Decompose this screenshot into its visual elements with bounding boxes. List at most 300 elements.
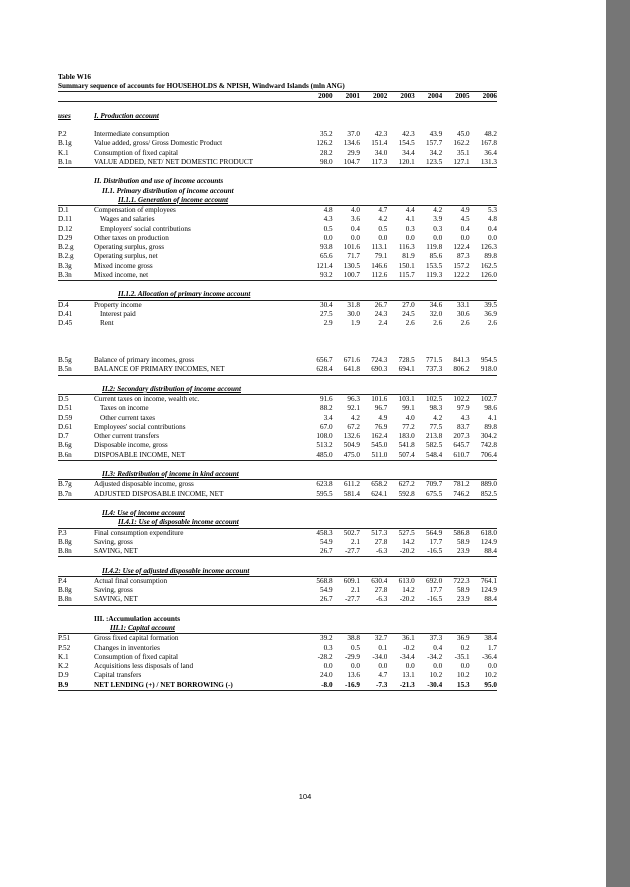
value-cell-2002: 24.3 xyxy=(374,309,388,318)
value-cell-2004: 37.3 xyxy=(429,634,443,643)
value-cell-2001: 38.8 xyxy=(347,634,360,643)
value-cell-2003: 99.1 xyxy=(402,404,415,413)
value-cell-2001: 134.6 xyxy=(343,139,360,148)
value-cell-2004: 153.5 xyxy=(426,261,443,270)
row-code: B.5g xyxy=(58,356,72,364)
value-cell-2001: 4.2 xyxy=(350,413,360,422)
row-code: B.7g xyxy=(58,480,72,489)
row-label: Current taxes on income, wealth etc. xyxy=(94,395,200,403)
spacer-row xyxy=(58,338,497,347)
year-header: 2005 xyxy=(442,92,469,102)
table-row xyxy=(58,310,497,319)
value-cell-2006: 88.4 xyxy=(470,595,497,605)
value-cell-2006: 126.0 xyxy=(470,271,497,281)
value-cell-2001: 29.9 xyxy=(347,148,360,157)
row-code xyxy=(58,196,94,206)
row-label: Disposable income, gross xyxy=(94,441,168,450)
value-cell-2001: 92.1 xyxy=(347,404,360,413)
value-cell-2004: 34.6 xyxy=(429,300,443,309)
value-cell-2006: 1.7 xyxy=(488,643,497,652)
value-cell-2000: -28.2 xyxy=(317,652,333,661)
value-cell-2002: 27.8 xyxy=(374,537,388,546)
row-code: D.5 xyxy=(58,395,69,403)
value-cell-2006: 706.4 xyxy=(470,451,497,461)
value-cell-2004: 43.9 xyxy=(429,130,443,138)
value-cell-2001: 475.0 xyxy=(333,451,360,461)
row-label: SAVING, NET xyxy=(94,547,305,557)
table-row xyxy=(58,414,497,423)
table-body xyxy=(58,92,497,691)
row-code: K.1 xyxy=(58,652,69,661)
table-row xyxy=(58,423,497,432)
value-cell-2000: 108.0 xyxy=(316,432,333,440)
value-cell-2006: 889.0 xyxy=(480,480,497,489)
section-heading-row xyxy=(58,567,497,577)
value-cell-2000: 30.4 xyxy=(319,300,333,309)
value-cell-2003: 34.4 xyxy=(402,148,415,157)
row-code xyxy=(58,518,94,528)
value-cell-2002: 2.4 xyxy=(378,319,388,327)
value-cell-2004: -34.2 xyxy=(427,652,443,661)
row-code: D.7 xyxy=(58,432,69,440)
value-cell-2004: 675.5 xyxy=(415,490,442,500)
value-cell-2001: 4.0 xyxy=(350,206,360,214)
table-row xyxy=(58,490,497,500)
value-cell-2001: 132.6 xyxy=(343,432,360,440)
table-row xyxy=(58,538,497,547)
value-cell-2005: 58.9 xyxy=(457,537,470,546)
value-cell-2006: 89.8 xyxy=(484,422,497,431)
section-heading: III.1: Capital account xyxy=(94,624,497,634)
spacer-cell xyxy=(58,375,497,385)
value-cell-2005: 45.0 xyxy=(457,130,470,138)
table-row xyxy=(58,130,497,139)
value-cell-2003: 115.7 xyxy=(387,271,414,281)
table-row xyxy=(58,528,497,538)
row-label: Balance of primary incomes, gross xyxy=(94,356,195,364)
section-heading: I. Production account xyxy=(94,111,159,120)
value-cell-2005: 35.1 xyxy=(457,148,470,157)
value-cell-2002: 34.0 xyxy=(374,148,388,157)
value-cell-2003: -20.2 xyxy=(387,595,414,605)
row-code: B.8n xyxy=(58,595,94,605)
row-label: Interest paid xyxy=(100,309,136,318)
value-cell-2000: 65.6 xyxy=(319,252,333,261)
value-cell-2000: 623.8 xyxy=(316,480,333,489)
row-code xyxy=(58,624,94,634)
value-cell-2004: 548.4 xyxy=(415,451,442,461)
value-cell-2000: 4.8 xyxy=(323,206,333,214)
row-code: B.9 xyxy=(58,681,94,691)
table-row xyxy=(58,671,497,680)
row-label: Employees' social contributions xyxy=(94,422,186,431)
value-cell-2006: 10.2 xyxy=(484,671,497,680)
value-cell-2002: 76.9 xyxy=(374,422,388,431)
row-code: D.1 xyxy=(58,206,69,214)
row-code xyxy=(58,615,94,624)
row-code: B.8g xyxy=(58,586,72,594)
row-code: D.45 xyxy=(58,319,73,327)
row-label: Compensation of employees xyxy=(94,206,176,214)
row-code: B.1n xyxy=(58,158,94,168)
value-cell-2006: 852.5 xyxy=(470,490,497,500)
table-row xyxy=(58,662,497,671)
value-cell-2003: 694.1 xyxy=(387,365,414,375)
spacer-row xyxy=(58,375,497,385)
value-cell-2003: -20.2 xyxy=(387,547,414,557)
value-cell-2002: 96.7 xyxy=(374,404,388,413)
value-cell-2005: 4.5 xyxy=(460,215,470,224)
table-row xyxy=(58,404,497,413)
value-cell-2006: 304.2 xyxy=(480,432,497,440)
value-cell-2003: 527.5 xyxy=(398,528,415,537)
value-cell-2004: 85.6 xyxy=(429,252,443,261)
row-label: Saving, gross xyxy=(94,586,133,594)
value-cell-2004: 0.0 xyxy=(433,233,443,242)
row-label: DISPOSABLE INCOME, NET xyxy=(94,451,305,461)
value-cell-2005: 23.9 xyxy=(442,595,469,605)
value-cell-2005: 645.7 xyxy=(453,441,470,450)
value-cell-2001: -27.7 xyxy=(333,595,360,605)
row-code: D.12 xyxy=(58,224,73,233)
value-cell-2005: 83.7 xyxy=(457,422,470,431)
value-cell-2005: 33.1 xyxy=(457,300,470,309)
value-cell-2003: -34.4 xyxy=(399,652,415,661)
value-cell-2001: 67.2 xyxy=(347,422,360,431)
value-cell-2000: 126.2 xyxy=(316,139,333,148)
table-row xyxy=(58,215,497,224)
value-cell-2004: 564.9 xyxy=(426,528,443,537)
value-cell-2003: 103.1 xyxy=(398,395,415,403)
value-cell-2001: -16.9 xyxy=(333,681,360,691)
value-cell-2003: 24.5 xyxy=(402,309,415,318)
row-label: Employers' social contributions xyxy=(100,224,191,233)
table-row xyxy=(58,206,497,216)
value-cell-2000: 26.7 xyxy=(305,547,332,557)
table-row xyxy=(58,271,497,281)
value-cell-2006: 89.8 xyxy=(484,252,497,261)
value-cell-2002: 32.7 xyxy=(374,634,388,643)
value-cell-2002: 113.1 xyxy=(371,243,388,251)
row-code: uses xyxy=(58,111,71,120)
value-cell-2006: 162.5 xyxy=(480,261,497,270)
value-cell-2006: 36.9 xyxy=(484,309,497,318)
row-code xyxy=(58,177,94,186)
section-heading-row xyxy=(58,196,497,206)
value-cell-2005: -35.1 xyxy=(454,652,470,661)
row-code: P.51 xyxy=(58,634,71,643)
value-cell-2000: 458.3 xyxy=(316,528,333,537)
value-cell-2005: 157.2 xyxy=(453,261,470,270)
value-cell-2006: 4.1 xyxy=(488,413,497,422)
row-code: B.6n xyxy=(58,451,94,461)
value-cell-2003: 183.0 xyxy=(398,432,415,440)
value-cell-2000: 88.2 xyxy=(319,404,333,413)
spacer-row xyxy=(58,168,497,178)
value-cell-2003: 2.6 xyxy=(405,319,415,327)
value-cell-2006: 742.8 xyxy=(480,441,497,450)
value-cell-2006: 167.8 xyxy=(480,139,497,148)
value-cell-2003: 0.0 xyxy=(405,233,415,242)
value-cell-2000: -8.0 xyxy=(305,681,332,691)
value-cell-2004: 213.8 xyxy=(426,432,443,440)
row-label: Property income xyxy=(94,300,142,309)
value-cell-2002: 545.0 xyxy=(371,441,388,450)
value-cell-2002: 0.0 xyxy=(378,662,388,670)
value-cell-2003: 116.3 xyxy=(398,243,415,251)
row-label: Mixed income gross xyxy=(94,261,153,270)
value-cell-2003: 36.1 xyxy=(402,634,415,643)
value-cell-2004: -16.5 xyxy=(415,595,442,605)
value-cell-2004: 10.2 xyxy=(429,671,443,680)
value-cell-2006: 0.4 xyxy=(488,224,497,233)
value-cell-2000: 3.4 xyxy=(323,413,333,422)
row-label: Saving, gross xyxy=(94,537,133,546)
row-code: K.1 xyxy=(58,148,69,157)
value-cell-2003: -0.2 xyxy=(403,643,415,652)
value-cell-2006: 954.5 xyxy=(480,356,497,364)
value-cell-2001: 1.9 xyxy=(350,319,360,327)
year-header: 2002 xyxy=(360,92,387,102)
value-cell-2005: 0.4 xyxy=(460,224,470,233)
value-cell-2004: 692.0 xyxy=(426,576,443,585)
value-cell-2002: 517.3 xyxy=(371,528,388,537)
section-heading-row xyxy=(58,177,497,186)
value-cell-2004: 2.6 xyxy=(433,319,443,327)
value-cell-2003: 14.2 xyxy=(402,537,415,546)
table-row xyxy=(58,451,497,461)
section-heading-row xyxy=(58,187,497,196)
value-cell-2001: 71.7 xyxy=(347,252,360,261)
row-code: D.61 xyxy=(58,422,73,431)
value-cell-2004: 123.5 xyxy=(415,158,442,168)
value-cell-2004: 98.3 xyxy=(429,404,443,413)
section-heading: II.1.2. Allocation of primary income account xyxy=(94,290,497,300)
value-cell-2001: 104.7 xyxy=(333,158,360,168)
value-cell-2005: 207.3 xyxy=(453,432,470,440)
row-code xyxy=(58,187,94,196)
section-heading-row xyxy=(58,112,497,121)
value-cell-2000: 54.9 xyxy=(319,586,333,594)
row-code: B.3g xyxy=(58,261,72,270)
row-code: P.52 xyxy=(58,643,71,652)
value-cell-2001: -29.9 xyxy=(344,652,360,661)
value-cell-2002: -6.3 xyxy=(360,547,387,557)
value-cell-2003: 0.3 xyxy=(405,224,415,233)
section-heading-row xyxy=(58,615,497,624)
value-cell-2000: 91.6 xyxy=(319,395,333,403)
table-subtitle: Summary sequence of accounts for HOUSEHOLDS & NPISH, Windward Islands (mln ANG) xyxy=(58,82,345,90)
spacer-cell xyxy=(58,102,497,112)
value-cell-2002: 101.6 xyxy=(371,395,388,403)
value-cell-2000: 39.2 xyxy=(319,634,333,643)
section-heading: II.3: Redistribution of income in kind account xyxy=(94,470,497,480)
value-cell-2005: 10.2 xyxy=(457,671,470,680)
row-label: Other current transfers xyxy=(94,432,160,440)
spacer-row xyxy=(58,347,497,356)
value-cell-2004: 32.0 xyxy=(429,309,443,318)
value-cell-2002: 690.3 xyxy=(360,365,387,375)
value-cell-2003: 0.0 xyxy=(405,662,415,670)
row-label: SAVING, NET xyxy=(94,595,305,605)
value-cell-2005: 806.2 xyxy=(442,365,469,375)
value-cell-2002: 4.2 xyxy=(378,215,388,224)
value-cell-2002: 162.4 xyxy=(371,432,388,440)
value-cell-2004: 709.7 xyxy=(426,480,443,489)
value-cell-2000: 26.7 xyxy=(305,595,332,605)
value-cell-2003: 728.5 xyxy=(398,356,415,364)
value-cell-2006: 0.0 xyxy=(488,233,497,242)
section-heading-row xyxy=(58,470,497,480)
row-label: Acquisitions less disposals of land xyxy=(94,662,194,670)
value-cell-2000: 595.5 xyxy=(305,490,332,500)
value-cell-2005: 23.9 xyxy=(442,547,469,557)
row-label: Value added, gross/ Gross Domestic Product xyxy=(94,139,223,148)
value-cell-2003: 14.2 xyxy=(402,586,415,594)
row-code: B.6g xyxy=(58,441,72,450)
value-cell-2005: 122.4 xyxy=(453,243,470,251)
row-label: Rent xyxy=(100,319,114,327)
value-cell-2002: 151.4 xyxy=(371,139,388,148)
value-cell-2001: 100.7 xyxy=(333,271,360,281)
value-cell-2003: 507.4 xyxy=(387,451,414,461)
table-row xyxy=(58,576,497,586)
value-cell-2003: -21.3 xyxy=(387,681,414,691)
value-cell-2000: 0.0 xyxy=(323,233,333,242)
value-cell-2003: 13.1 xyxy=(402,671,415,680)
value-cell-2003: 592.8 xyxy=(387,490,414,500)
value-cell-2001: 96.3 xyxy=(347,395,360,403)
row-label: Operating surplus, gross xyxy=(94,243,165,251)
spacer-row xyxy=(58,281,497,291)
section-heading: II.4: Use of income account xyxy=(102,509,185,517)
value-cell-2004: 4.2 xyxy=(433,413,443,422)
row-label: Capital transfers xyxy=(94,671,142,680)
row-label: Gross fixed capital formation xyxy=(94,634,179,643)
row-code: B.8n xyxy=(58,547,94,557)
value-cell-2004: 17.7 xyxy=(429,537,443,546)
row-label: Intermediate consumption xyxy=(94,130,170,138)
value-cell-2001: 502.7 xyxy=(343,528,360,537)
row-code: D.59 xyxy=(58,413,73,422)
table-row xyxy=(58,158,497,168)
section-heading: III. :Accumulation accounts xyxy=(94,614,181,623)
value-cell-2001: 37.0 xyxy=(347,130,360,138)
value-cell-2005: 97.9 xyxy=(457,404,470,413)
row-code: B.5n xyxy=(58,365,94,375)
value-cell-2005: 781.2 xyxy=(453,480,470,489)
row-code: P.2 xyxy=(58,130,67,138)
value-cell-2002: 511.0 xyxy=(360,451,387,461)
value-cell-2006: 5.3 xyxy=(488,206,497,214)
value-cell-2005: 58.9 xyxy=(457,586,470,594)
value-cell-2005: 586.8 xyxy=(453,528,470,537)
section-heading: II.4.2: Use of adjusted disposable income account xyxy=(94,567,497,577)
row-code: D.4 xyxy=(58,300,69,309)
row-label: Wages and salaries xyxy=(100,215,155,224)
value-cell-2001: 2.1 xyxy=(350,537,360,546)
value-cell-2005: 0.0 xyxy=(460,233,470,242)
value-cell-2000: 0.5 xyxy=(323,224,333,233)
value-cell-2006: 618.0 xyxy=(480,528,497,537)
value-cell-2004: 17.7 xyxy=(429,586,443,594)
value-cell-2002: -7.3 xyxy=(360,681,387,691)
section-heading-row xyxy=(58,509,497,518)
value-cell-2003: 154.5 xyxy=(398,139,415,148)
value-cell-2001: 3.6 xyxy=(350,215,360,224)
spacer-cell xyxy=(58,499,497,509)
value-cell-2002: 0.1 xyxy=(378,643,388,652)
value-cell-2004: 4.2 xyxy=(433,206,443,214)
value-cell-2001: 130.5 xyxy=(343,261,360,270)
section-heading: II.1.1. Generation of income account xyxy=(94,196,497,206)
value-cell-2003: 77.2 xyxy=(402,422,415,431)
value-cell-2002: 26.7 xyxy=(374,300,388,309)
row-code: D.9 xyxy=(58,671,69,680)
row-code: B.3n xyxy=(58,271,94,281)
table-row xyxy=(58,681,497,691)
value-cell-2001: 101.6 xyxy=(343,243,360,251)
value-cell-2005: 722.3 xyxy=(453,576,470,585)
spacer-cell xyxy=(58,328,497,337)
value-cell-2003: 541.8 xyxy=(398,441,415,450)
row-label: Adjusted disposable income, gross xyxy=(94,480,194,489)
value-cell-2002: 0.5 xyxy=(378,224,388,233)
value-cell-2004: 119.3 xyxy=(415,271,442,281)
value-cell-2001: 581.4 xyxy=(333,490,360,500)
row-code: B.7n xyxy=(58,490,94,500)
table-row xyxy=(58,634,497,644)
value-cell-2002: 42.3 xyxy=(374,130,388,138)
row-label: Other current taxes xyxy=(100,413,156,422)
value-cell-2005: 0.0 xyxy=(460,662,470,670)
table-row xyxy=(58,262,497,271)
value-cell-2005: 2.6 xyxy=(460,319,470,327)
value-cell-2003: 81.9 xyxy=(402,252,415,261)
value-cell-2002: 724.3 xyxy=(371,356,388,364)
row-code: B.2.g xyxy=(58,252,74,261)
value-cell-2002: 4.9 xyxy=(378,413,388,422)
value-cell-2001: 0.0 xyxy=(350,662,360,670)
value-cell-2001: 2.1 xyxy=(350,586,360,594)
table-row xyxy=(58,644,497,653)
page-edge-shadow xyxy=(606,0,630,887)
value-cell-2005: 610.7 xyxy=(442,451,469,461)
year-header: 2003 xyxy=(387,92,414,102)
row-code: B.8g xyxy=(58,537,72,546)
value-cell-2003: 4.4 xyxy=(405,206,415,214)
value-cell-2003: 613.0 xyxy=(398,576,415,585)
value-cell-2000: 54.9 xyxy=(319,537,333,546)
row-label: Changes in inventories xyxy=(94,643,160,652)
row-code: B.1g xyxy=(58,139,72,148)
value-cell-2000: 98.0 xyxy=(305,158,332,168)
section-heading: II. Distribution and use of income accounts xyxy=(94,177,224,186)
row-code: D.29 xyxy=(58,233,73,242)
value-cell-2006: 124.9 xyxy=(480,586,497,594)
value-cell-2000: 485.0 xyxy=(305,451,332,461)
spacer-row xyxy=(58,499,497,509)
value-cell-2005: 4.9 xyxy=(460,206,470,214)
row-code xyxy=(58,470,94,480)
section-heading-row xyxy=(58,518,497,528)
value-cell-2003: 627.2 xyxy=(398,480,415,489)
value-cell-2001: 611.2 xyxy=(344,480,360,489)
table-row xyxy=(58,441,497,450)
row-label: Consumption of fixed capital xyxy=(94,148,179,157)
value-cell-2006: 126.3 xyxy=(480,243,497,251)
value-cell-2000: 27.5 xyxy=(319,309,333,318)
